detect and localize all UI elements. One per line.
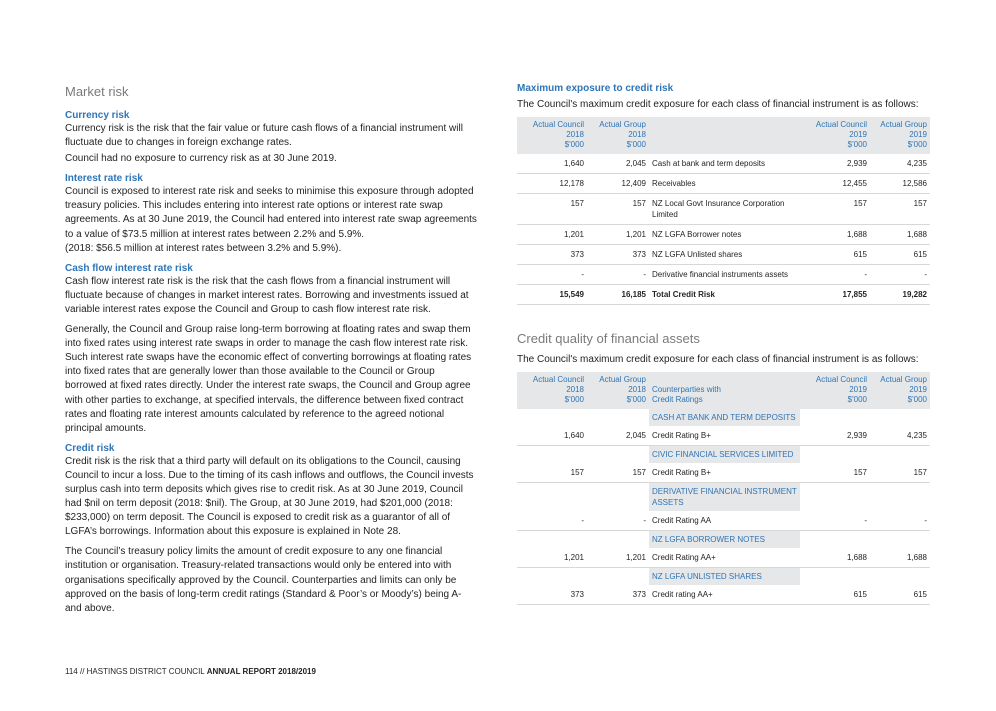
cell: 615 [870, 245, 930, 265]
cell: 15,549 [517, 285, 587, 305]
page-number: 114 // [65, 667, 85, 676]
cell: 19,282 [870, 285, 930, 305]
cell: NZ Local Govt Insurance Corporation Limited [649, 194, 800, 225]
table-row [517, 245, 930, 265]
cell: Credit Rating AA+ [649, 548, 800, 568]
cell: 12,586 [870, 174, 930, 194]
cell: 157 [587, 463, 649, 483]
cell: 1,688 [800, 225, 870, 245]
cell: 157 [800, 194, 870, 225]
cell: - [870, 265, 930, 285]
cell: 157 [800, 463, 870, 483]
currency-risk-paragraph: Currency risk is the risk that the fair value or future cash flows of a financial instrument will fluctuate due to changes in foreign exchange rates. [65, 123, 463, 149]
cell: - [870, 511, 930, 531]
interest-rate-risk-comparative: (2018: $56.5 million at interest rates between 3.2% and 5.9%). [65, 242, 342, 254]
table-row [517, 426, 930, 446]
cell: - [800, 511, 870, 531]
cell: Cash at bank and term deposits [649, 154, 800, 174]
cell: 2,045 [587, 426, 649, 446]
table-row [517, 225, 930, 245]
table-row [517, 463, 930, 483]
category-label: CASH AT BANK AND TERM DEPOSITS [649, 409, 800, 426]
cell: 373 [517, 245, 587, 265]
col-council-2018: Actual Council 2018 $'000 [517, 117, 587, 154]
cell: NZ LGFA Borrower notes [649, 225, 800, 245]
credit-risk-heading: Credit risk [65, 442, 115, 454]
col-group-2018: Actual Group 2018 $'000 [587, 117, 649, 154]
total-row [517, 285, 930, 305]
table-row [517, 548, 930, 568]
cell: 1,201 [587, 225, 649, 245]
cell: Credit Rating AA [649, 511, 800, 531]
cell: Total Credit Risk [649, 285, 800, 305]
cell: 1,688 [800, 548, 870, 568]
credit-risk-paragraph-2: The Council’s treasury policy limits the amount of credit exposure to any one financial institution or organisation. Treasury-related transactions would only be entered into with organisations specifically approved by the Council. Counterparties and limits can only be approved on the basis of long-term credit ratings (Standard & Poor’s or Moody’s) being A- and above. [65, 546, 462, 614]
category-label: CIVIC FINANCIAL SERVICES LIMITED [649, 446, 800, 464]
col-council-2019: Actual Council 2019 $'000 [800, 117, 870, 154]
cell: Credit rating AA+ [649, 585, 800, 605]
cash-flow-risk-paragraph-1: Cash flow interest rate risk is the risk that the cash flows from a financial instrument will fluctuate because of changes in market interest rates. Borrowing and investments issued at variable interest rates expose the Council and Group to cash flow interest rate risk. [65, 275, 469, 315]
category-label: NZ LGFA UNLISTED SHARES [649, 568, 800, 586]
category-row [517, 568, 930, 586]
col-council-2018: Actual Council 2018 $'000 [517, 372, 587, 409]
cell: 373 [517, 585, 587, 605]
cell: 12,178 [517, 174, 587, 194]
cell: 373 [587, 245, 649, 265]
cell: 157 [870, 194, 930, 225]
cell: 615 [800, 585, 870, 605]
table-header-row [517, 372, 930, 409]
cell: 1,640 [517, 426, 587, 446]
cell: 16,185 [587, 285, 649, 305]
cell: 2,045 [587, 154, 649, 174]
cell: 373 [587, 585, 649, 605]
category-label: NZ LGFA BORROWER NOTES [649, 531, 800, 549]
cell: 615 [800, 245, 870, 265]
cell: 1,640 [517, 154, 587, 174]
cell: Credit Rating B+ [649, 426, 800, 446]
max-exposure-table [517, 117, 930, 305]
cell: 1,201 [517, 225, 587, 245]
cell: 157 [870, 463, 930, 483]
col-group-2019: Actual Group 2019 $'000 [870, 117, 930, 154]
col-counterparties: Counterparties with Credit Ratings [649, 372, 800, 409]
col-group-2019: Actual Group 2019 $'000 [870, 372, 930, 409]
cell: 1,201 [517, 548, 587, 568]
table-row [517, 154, 930, 174]
category-row [517, 446, 930, 464]
cell: NZ LGFA Unlisted shares [649, 245, 800, 265]
col-group-2018: Actual Group 2018 $'000 [587, 372, 649, 409]
left-column [65, 84, 479, 622]
category-row [517, 409, 930, 426]
category-row [517, 483, 930, 512]
table-row [517, 194, 930, 225]
cell: 1,688 [870, 548, 930, 568]
cell: 2,939 [800, 426, 870, 446]
cell: 157 [587, 194, 649, 225]
cell: 1,201 [587, 548, 649, 568]
currency-risk-statement: Council had no exposure to currency risk as at 30 June 2019. [65, 153, 337, 165]
cell: 615 [870, 585, 930, 605]
credit-quality-intro: The Council's maximum credit exposure for each class of financial instrument is as follows: [517, 354, 919, 366]
table-row [517, 265, 930, 285]
interest-rate-risk-paragraph: Council is exposed to interest rate risk and seeks to minimise this exposure through adopted treasury policies. This includes entering into interest rate options or interest rate swap agreements. As at 30 June 2019, the Council had entered into interest rate swap agreements to a value of $73.5 million at interest rates between 2.2% and 5.9%. [65, 186, 477, 240]
category-label: DERIVATIVE FINANCIAL INSTRUMENT ASSETS [649, 483, 800, 512]
cell: - [800, 265, 870, 285]
market-risk-title: Market risk [65, 84, 129, 99]
credit-quality-table [517, 372, 930, 605]
table-row [517, 174, 930, 194]
credit-risk-paragraph-1: Credit risk is the risk that a third party will default on its obligations to the Council, causing Council to incur a loss. Due to the timing of its cash inflows and outflows, the Council invests surplus cash into term deposits which gives rise to credit risk. As at 30 June 2019, Council had $nil on term deposit (2018: $nil). The Group, at 30 June 2019, had $201,000 (2018: $233,000) on term deposit. The Council is exposed to credit risk as a guarantor of all of LGFA’s borrowings. Information about this exposure is explained in Note 28. [65, 455, 474, 538]
footer-org: HASTINGS DISTRICT COUNCIL [86, 667, 205, 676]
credit-quality-title: Credit quality of financial assets [517, 331, 700, 347]
col-description [649, 117, 800, 154]
cell: 157 [517, 463, 587, 483]
cell: - [517, 511, 587, 531]
cell: - [587, 265, 649, 285]
cell: 4,235 [870, 426, 930, 446]
cell: 2,939 [800, 154, 870, 174]
currency-risk-heading: Currency risk [65, 110, 130, 121]
cell: Receivables [649, 174, 800, 194]
footer-report-title: ANNUAL REPORT 2018/2019 [206, 667, 316, 676]
cell: 17,855 [800, 285, 870, 305]
cell: Derivative financial instruments assets [649, 265, 800, 285]
cash-flow-risk-paragraph-2: Generally, the Council and Group raise long-term borrowing at floating rates and swap them into fixed rates using interest rate swaps in order to manage the cash flow interest rate risk. Such interest rate swaps have the economic effect of converting borrowings at floating rates into fixed rates that are generally lower than those available to the Council or Group borrowed at fixed rates directly. Under the interest rate swaps, the Council and Group agree with other parties to exchange, at specified intervals, the difference between fixed contract rates and floating rate interest amounts calculated by reference to the agreed notional principal amounts. [65, 324, 472, 434]
cell: - [587, 511, 649, 531]
cell: 1,688 [870, 225, 930, 245]
cell: 12,409 [587, 174, 649, 194]
table-header-row [517, 117, 930, 154]
max-exposure-intro: The Council's maximum credit exposure for each class of financial instrument is as follows: [517, 99, 919, 110]
cash-flow-risk-heading: Cash flow interest rate risk [65, 262, 193, 274]
category-row [517, 531, 930, 549]
max-exposure-heading: Maximum exposure to credit risk [517, 83, 674, 94]
right-column [517, 82, 931, 605]
cell: 12,455 [800, 174, 870, 194]
cell: 4,235 [870, 154, 930, 174]
cell: 157 [517, 194, 587, 225]
cell: Credit Rating B+ [649, 463, 800, 483]
table-row [517, 511, 930, 531]
table-row [517, 585, 930, 605]
page-footer [65, 667, 316, 676]
cell: - [517, 265, 587, 285]
col-council-2019: Actual Council 2019 $'000 [800, 372, 870, 409]
interest-rate-risk-heading: Interest rate risk [65, 173, 143, 185]
